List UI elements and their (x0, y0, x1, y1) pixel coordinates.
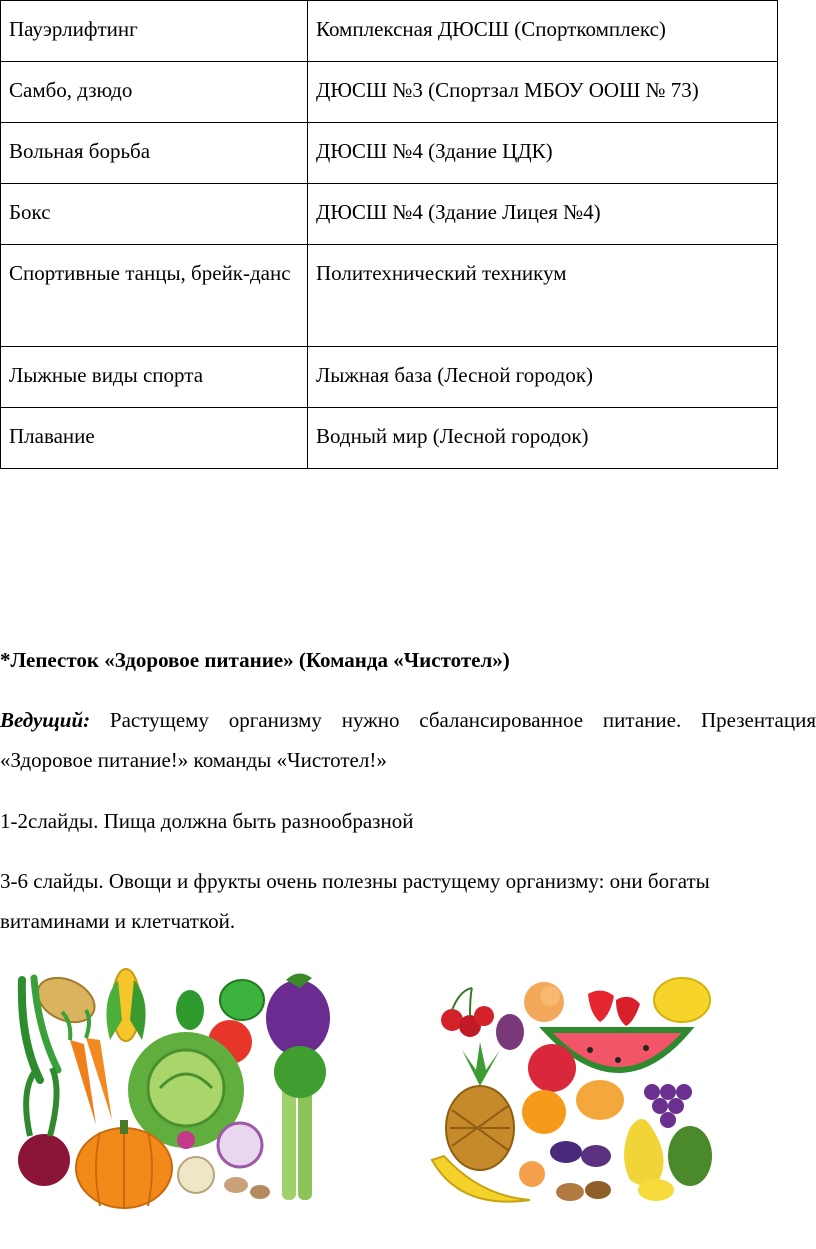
slides-1-2-line: 1-2слайды. Пища должна быть разнообразной (0, 809, 414, 833)
place-cell: Водный мир (Лесной городок) (308, 408, 778, 469)
table-row (1, 62, 778, 123)
slides-3-6-line: 3-6 слайды. Овощи и фрукты очень полезны растущему организму: они богаты витаминами и клетчаткой. (0, 869, 710, 933)
sport-cell: Плавание (1, 408, 308, 469)
sport-cell: Лыжные виды спорта (1, 347, 308, 408)
place-cell: ДЮСШ №4 (Здание Лицея №4) (308, 184, 778, 245)
host-label: Ведущий: (0, 708, 91, 732)
place-cell: Лыжная база (Лесной городок) (308, 347, 778, 408)
table-row (1, 1, 778, 62)
sport-cell: Спортивные танцы, брейк-данс (1, 245, 308, 347)
place-cell: ДЮСШ №4 (Здание ЦДК) (308, 123, 778, 184)
host-paragraph (0, 700, 816, 780)
vegetables-illustration (0, 960, 360, 1220)
table-row (1, 123, 778, 184)
table-row (1, 408, 778, 469)
sports-schedule-table (0, 0, 778, 469)
place-cell: Политехнический техникум (308, 245, 778, 347)
table-row (1, 245, 778, 347)
sport-cell: Вольная борьба (1, 123, 308, 184)
table-row (1, 184, 778, 245)
table-row (1, 347, 778, 408)
place-cell: Комплексная ДЮСШ (Спорткомплекс) (308, 1, 778, 62)
sport-cell: Бокс (1, 184, 308, 245)
host-text: Растущему организму нужно сбалансированное питание. Презентация «Здоровое питание!» команды «Чистотел!» (0, 708, 816, 772)
sport-cell: Самбо, дзюдо (1, 62, 308, 123)
fruits-illustration (420, 960, 730, 1220)
sport-cell: Пауэрлифтинг (1, 1, 308, 62)
place-cell: ДЮСШ №3 (Спортзал МБОУ ООШ № 73) (308, 62, 778, 123)
section-heading: *Лепесток «Здоровое питание» (Команда «Чистотел») (0, 648, 510, 672)
